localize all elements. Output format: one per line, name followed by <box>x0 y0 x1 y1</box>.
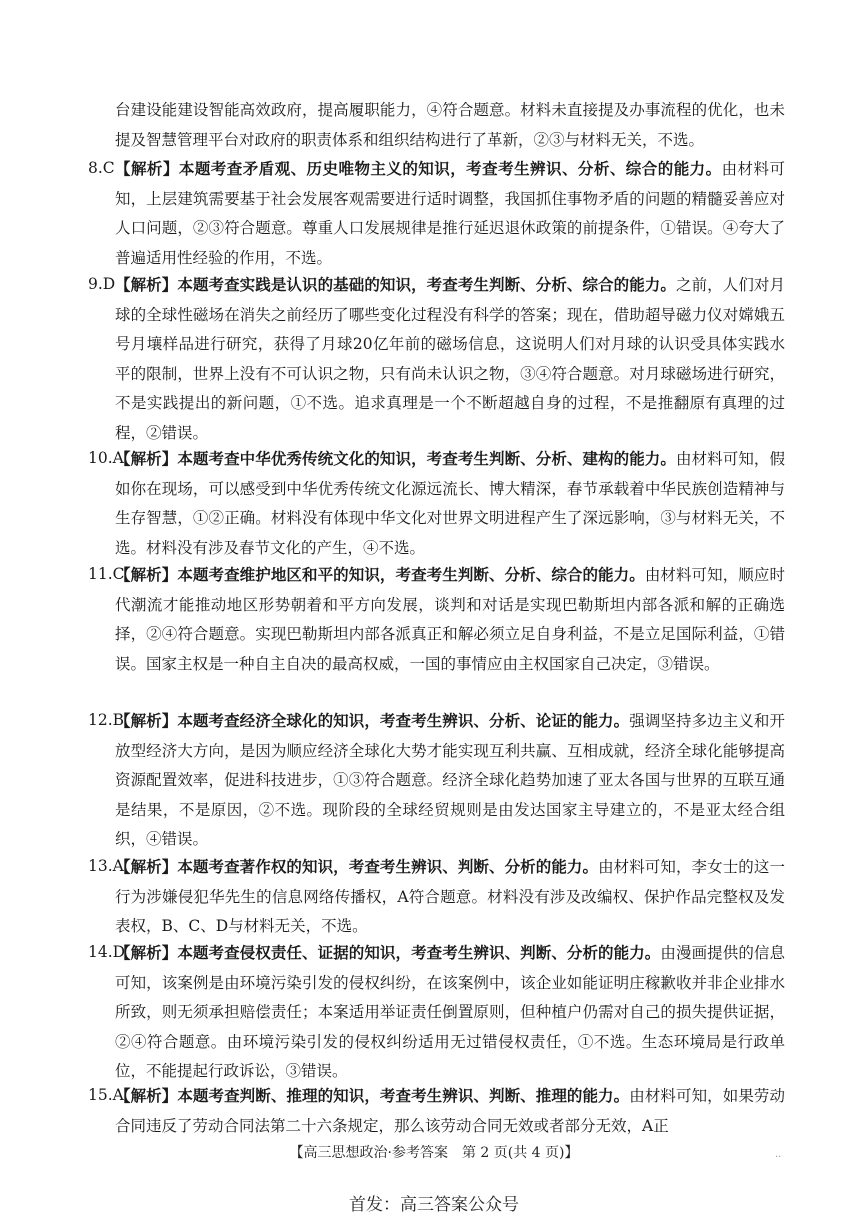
answer-item-8 <box>88 154 785 273</box>
page-footer: 【高三思想政治·参考答案 第 2 页(共 4 页)】 <box>289 1145 579 1161</box>
answer-body <box>115 270 785 448</box>
answer-item-12 <box>88 706 785 855</box>
answer-item-13 <box>88 852 785 942</box>
analysis-lead: 【解析】本题考查中华优秀传统文化的知识，考查考生判断、分析、建构的能力。 <box>115 449 676 468</box>
analysis-text: 之前，人们对月球的全球性磁场在消失之前经历了哪些变化过程没有科学的答案；现在，借助超导磁力仪对嫦娥五号月壤样品进行研究，获得了月球20亿年前的磁场信息，这说明人们对月球的认识受具体实践水平的限制，世界上没有不可认识之物，只有尚未认识之物，③④符合题意。对月球磁场进行研究，不是实践提出的新问题，①不选。追求真理是一个不断超越自身的过程，不是推翻原有真理的过程，②错误。 <box>115 276 785 442</box>
answer-body <box>115 938 785 1087</box>
answer-number: 12.B <box>88 711 125 729</box>
answer-body <box>115 706 785 855</box>
answer-item-14 <box>88 938 785 1087</box>
analysis-lead: 【解析】本题考查矛盾观、历史唯物主义的知识，考查考生辨识、分析、综合的能力。 <box>115 159 722 178</box>
answer-body <box>115 852 785 942</box>
answer-body <box>115 444 785 563</box>
answer-item-11 <box>88 560 785 679</box>
analysis-lead: 【解析】本题考查判断、推理的知识，考查考生辨识、判断、推理的能力。 <box>115 1086 630 1105</box>
answer-number: 13.A <box>88 857 124 875</box>
answer-item-10 <box>88 444 785 563</box>
corner-mark: ·· <box>775 1152 782 1163</box>
answer-body <box>115 1081 785 1141</box>
answer-number: 11.C <box>88 565 125 583</box>
answer-number: 14.D <box>88 943 126 961</box>
answer-body <box>115 154 785 273</box>
continuation-paragraph: 台建设能建设智能高效政府，提高履职能力，④符合题意。材料未直接提及办事流程的优化，也未提及智慧管理平台对政府的职责体系和组织结构进行了革新，②③与材料无关，不选。 <box>115 101 785 149</box>
analysis-text: 由材料可知，李女士的这一行为涉嫌侵犯华先生的信息网络传播权，A符合题意。材料没有涉及改编权、保护作品完整权及发表权，B、C、D与材料无关，不选。 <box>115 858 785 935</box>
analysis-lead: 【解析】本题考查经济全球化的知识，考查考生辨识、分析、论证的能力。 <box>115 711 630 730</box>
analysis-text: 由材料可知，顺应时代潮流才能推动地区形势朝着和平方向发展，谈判和对话是实现巴勒斯坦内部各派和解的正确选择，②④符合题意。实现巴勒斯坦内部各派真正和解必须立足自身利益，不是立足国际利益，①错误。国家主权是一种自主自决的最高权威，一国的事情应由主权国家自己决定，③错误。 <box>115 566 785 673</box>
analysis-lead: 【解析】本题考查维护地区和平的知识，考查考生判断、分析、综合的能力。 <box>115 565 645 584</box>
analysis-text: 强调坚持多边主义和开放型经济大方向，是因为顺应经济全球化大势才能实现互利共赢、互相成就，经济全球化能够提高资源配置效率，促进科技进步，①③符合题意。经济全球化趋势加速了亚太各国与世界的互联互通是结果，不是原因，②不选。现阶段的全球经贸规则是由发达国家主导建立的，不是亚太经合组织，④错误。 <box>115 712 785 848</box>
analysis-lead: 【解析】本题考查实践是认识的基础的知识，考查考生判断、分析、综合的能力。 <box>115 275 676 294</box>
answer-item-15 <box>88 1081 785 1141</box>
analysis-text: 由材料可知，假如你在现场，可以感受到中华优秀传统文化源远流长、博大精深，春节承载着中华民族创造精神与生存智慧，①②正确。材料没有体现中华文化对世界文明进程产生了深远影响，③与材料无关，不选。材料没有涉及春节文化的产生，④不选。 <box>115 450 785 557</box>
analysis-lead: 【解析】本题考查著作权的知识，考查考生辨识、判断、分析的能力。 <box>115 857 599 876</box>
analysis-text: 由漫画提供的信息可知，该案例是由环境污染引发的侵权纠纷，在该案例中，该企业如能证明庄稼歉收并非企业排水所致，则无须承担赔偿责任；本案适用举证责任倒置原则，但种植户仍需对自己的损失提供证据，②④符合题意。由环境污染引发的侵权纠纷适用无过错侵权责任，①不选。生态环境局是行政单位，不能提起行政诉讼，③错误。 <box>115 944 785 1080</box>
analysis-text: 由材料可知，如果劳动合同违反了劳动合同法第二十六条规定，那么该劳动合同无效或者部分无效，A正 <box>115 1087 785 1135</box>
analysis-text: 由材料可知，上层建筑需要基于社会发展客观需要进行适时调整，我国抓住事物矛盾的问题的精髓妥善应对人口问题，②③符合题意。尊重人口发展规律是推行延迟退休政策的前提条件，①错误。④夸大了普遍适用性经验的作用，不选。 <box>115 160 785 267</box>
answer-number: 8.C <box>88 159 115 177</box>
publisher-note: 首发：高三答案公众号 <box>349 1195 519 1215</box>
answer-item-9 <box>88 270 785 448</box>
answer-number: 15.A <box>88 1086 124 1104</box>
analysis-lead: 【解析】本题考查侵权责任、证据的知识，考查考生辨识、判断、分析的能力。 <box>115 943 661 962</box>
answer-body <box>115 560 785 679</box>
answer-number: 9.D <box>88 275 116 293</box>
answer-number: 10.A <box>88 449 124 467</box>
